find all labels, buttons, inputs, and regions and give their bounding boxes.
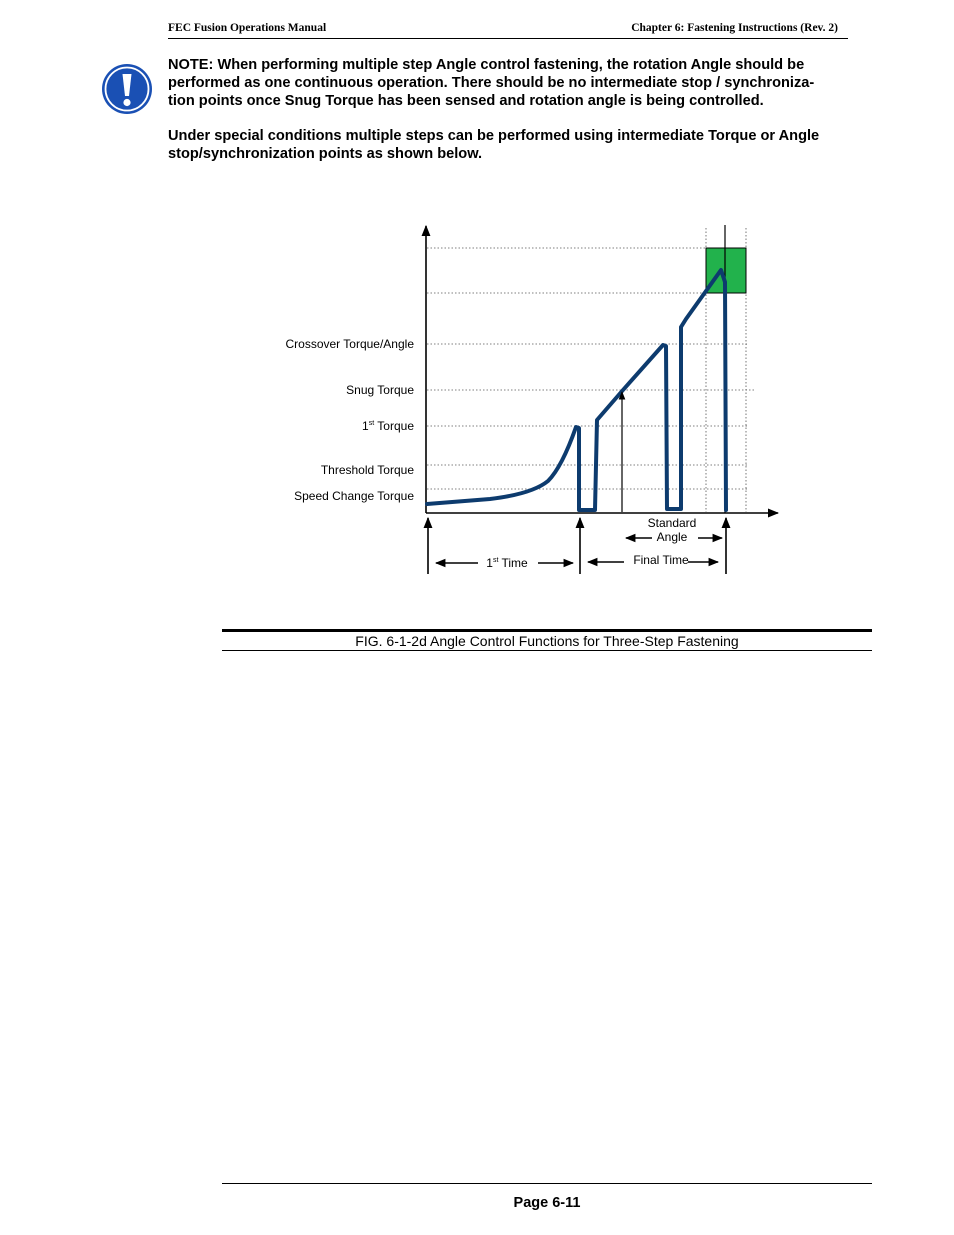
page-footer [222, 1183, 872, 1214]
special-line-2: stop/synchronization points as shown below. [168, 146, 483, 162]
special-line-1: Under special conditions multiple steps can be performed using intermediate Torque or Angle [168, 128, 820, 144]
chapter-title: Chapter 6: Fastening Instructions (Rev. 2) [631, 22, 838, 34]
label-final-time: Final Time [633, 553, 689, 567]
label-standard: Standard [647, 516, 697, 530]
reference-lines [427, 228, 754, 512]
special-conditions-paragraph [168, 127, 873, 163]
exclamation-icon [101, 63, 153, 115]
note-line-1: NOTE: When performing multiple step Angle control fastening, the rotation Angle should be [168, 57, 805, 73]
label-speed-change-torque: Speed Change Torque [294, 489, 414, 503]
note-line-2: performed as one continuous operation. There should be no intermediate stop / synchroniza- [168, 75, 815, 91]
label-crossover: Crossover Torque/Angle [285, 337, 414, 351]
angle-control-figure [270, 220, 790, 580]
label-first-time: 1st Time [486, 556, 528, 570]
note-paragraph [168, 56, 873, 110]
page-number: Page 6-11 [513, 1195, 581, 1211]
page-header [168, 22, 848, 39]
figure-caption-box [222, 629, 872, 651]
label-angle: Angle [656, 530, 688, 544]
manual-title: FEC Fusion Operations Manual [168, 22, 327, 34]
label-threshold-torque: Threshold Torque [320, 463, 414, 477]
torque-curve [427, 270, 726, 510]
label-snug-torque: Snug Torque [346, 383, 414, 397]
figure-caption: FIG. 6-1-2d Angle Control Functions for Three-Step Fastening [355, 633, 739, 649]
note-line-3: tion points once Snug Torque has been sensed and rotation angle is being controlled. [168, 93, 764, 109]
label-first-torque: 1st Torque [362, 419, 414, 433]
